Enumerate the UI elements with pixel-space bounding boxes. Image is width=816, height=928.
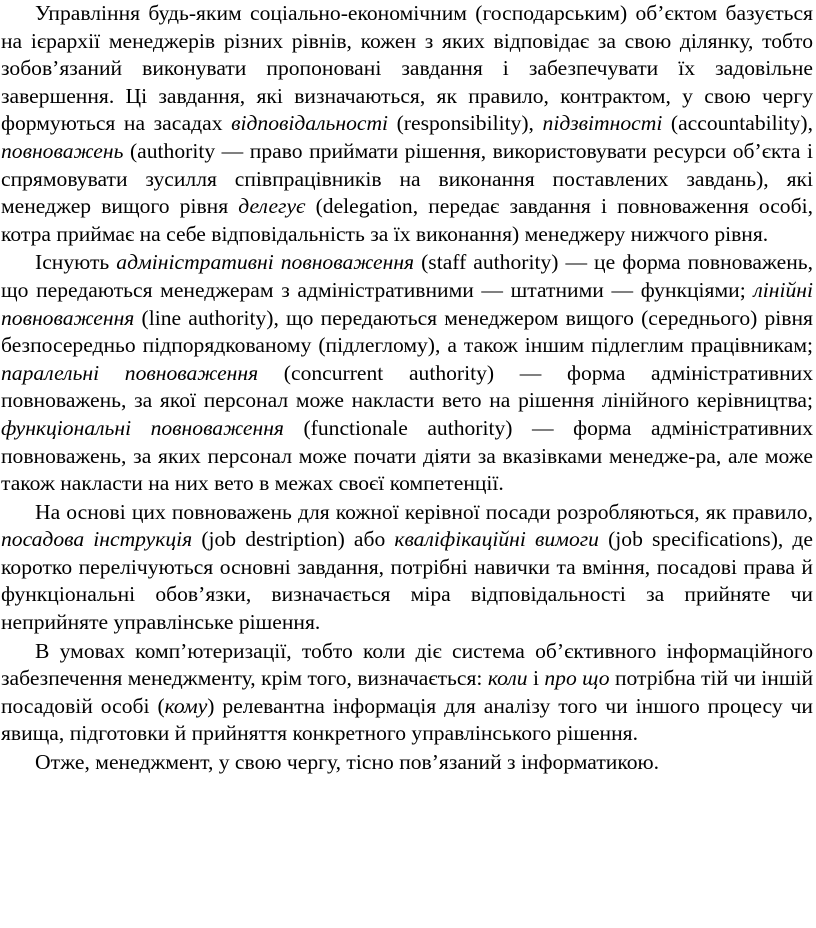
term-italic: лінійні повноваження (1, 277, 813, 330)
term-italic: кваліфікаційні вимоги (394, 527, 599, 552)
term-italic: адміністративні повноваження (116, 250, 415, 275)
term-italic: коли (487, 666, 528, 691)
text-run: На основі цих повноважень для кожної керівної посади розробляються, як правило, (35, 499, 813, 524)
paragraph (1, 0, 813, 248)
text-run: (functionale authority) — форма адміністративних повноважень, за яких персонал може почати діяти за вказівками менедже-ра, але може також накласти на них вето в межах своєї компетенції. (1, 415, 813, 496)
text-run: ) релевантна інформація для аналізу того чи іншого процесу чи явища, підготовки й прийняття конкретного управлінського рішення. (1, 693, 813, 746)
text-run: (delegation, передає завдання і повноваження особі, котра приймає на себе відповідальність за їх виконання) менеджеру нижчого рівня. (1, 194, 813, 246)
text-run: В умовах комп’ютеризації, тобто коли діє система об’єктивного інформаційного забезпечення менеджменту, крім того, визначається: (1, 638, 813, 691)
text-run: Управління будь-яким соціально-економічним (господарським) об’єктом базується на ієрархії менеджерів різних рівнів, кожен з яких відповідає за свою ділянку, тобто зобов’язаний виконувати пропоновані завдання і забезпечувати їх задовільне завершення. Ці завдання, які визначаються, як правило, контрактом, у свою чергу формуються на засадах (1, 1, 813, 136)
text-run: і (527, 666, 545, 691)
term-italic: паралельні повноваження (1, 360, 259, 385)
paragraph (1, 249, 813, 497)
text-run: (job destription) або (192, 527, 395, 552)
text-run: Існують (35, 250, 117, 275)
term-italic: про що (544, 666, 610, 691)
text-run: (staff authority) — це форма повноважень, що передаються менеджерам з адміністративними — штатними — функціями; (1, 250, 813, 302)
text-run: (job specifications), де коротко перелічуються основні завдання, потрібні навички та вміння, посадові права й функціональні обов’язки, визначається міра відповідальності за прийняте чи неприйняте управлінське рішення. (1, 527, 813, 635)
term-italic: повноважень (1, 138, 124, 163)
term-italic: відповідальності (231, 111, 389, 136)
text-run: (authority — право приймати рішення, використовувати ресурси об’єкта і спрямовувати зусилля співпрацівників на виконання поставлених завдань), які менеджер вищого рівня (1, 138, 813, 219)
text-run: Отже, менеджмент, у свою чергу, тісно пов’язаний з інформатикою. (35, 750, 660, 775)
text-run: (accountability), (662, 111, 814, 136)
term-italic: посадова інструкція (1, 527, 193, 552)
term-italic: підзвітності (542, 111, 663, 136)
text-run: (responsibility), (388, 111, 543, 136)
term-italic: функціональні повноваження (1, 415, 284, 440)
paragraph (1, 749, 813, 777)
paragraph (1, 638, 813, 748)
text-run: (concurrent authority) — форма адміністративних повноважень, за якої персонал може накласти вето на рішення лінійного керівництва; (1, 360, 813, 413)
text-run: (line authority), що передаються менеджером вищого (середнього) рівня безпосередньо підпорядкованому (підлеглому), а також іншим підлеглим працівникам; (1, 305, 813, 358)
term-italic: делегує (238, 194, 306, 219)
paragraph (1, 499, 813, 637)
term-italic: кому (164, 693, 208, 718)
text-run: потрібна тій чи іншій посадовій особі ( (1, 666, 814, 718)
